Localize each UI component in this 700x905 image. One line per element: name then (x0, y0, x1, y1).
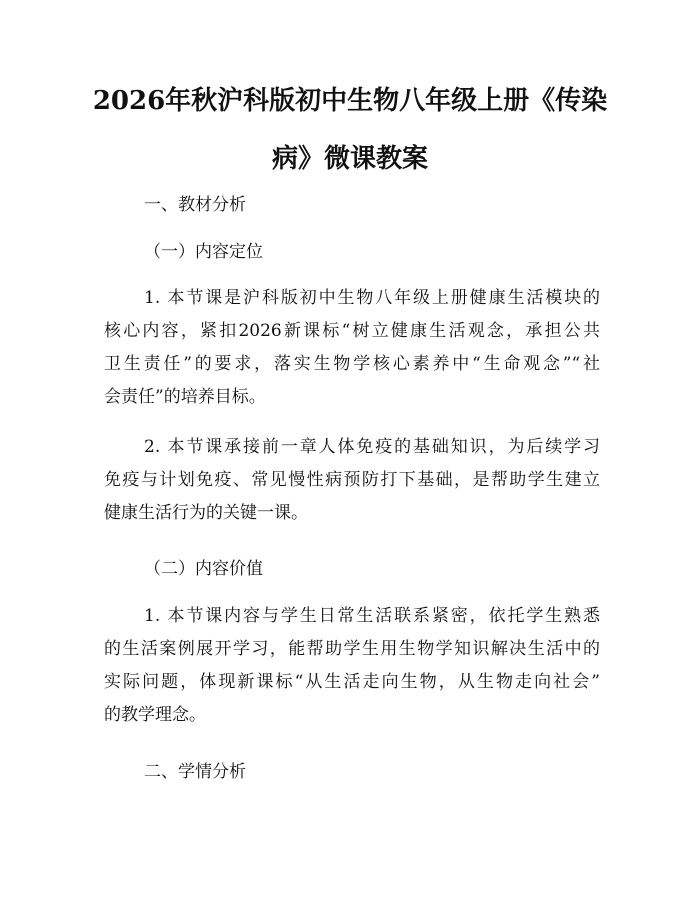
section-heading-textbook-analysis: 一、教材分析 (144, 195, 246, 215)
section-heading-learner-analysis: 二、学情分析 (144, 762, 246, 782)
paragraph-line: 的生活案例展开学习，能帮助学生用生物学知识解决生活中的 (104, 639, 600, 659)
paragraph-line: 免疫与计划免疫、常见慢性病预防打下基础，是帮助学生建立 (104, 470, 600, 490)
paragraph-line: 2. 本节课承接前一章人体免疫的基础知识，为后续学习 (144, 437, 600, 457)
paragraph-line: 会责任”的培养目标。 (104, 387, 266, 407)
subsection-heading-content-positioning: （一）内容定位 (144, 242, 263, 262)
title-line-2: 病》微课教案 (271, 144, 428, 174)
document-title (90, 72, 610, 188)
paragraph-line: 的教学理念。 (104, 705, 206, 725)
subsection-heading-content-value: （二）内容价值 (144, 559, 263, 579)
paragraph-line: 实际问题，体现新课标“从生活走向生物，从生物走向社会” (104, 672, 600, 692)
paragraph-line: 卫生责任”的要求，落实生物学核心素养中“生命观念”“社 (104, 354, 600, 374)
title-line-1: 2026年秋沪科版初中生物八年级上册《传染 (92, 86, 608, 116)
paragraph-line: 健康生活行为的关键一课。 (104, 503, 308, 523)
paragraph-line: 核心内容，紧扣2026新课标“树立健康生活观念，承担公共 (104, 321, 600, 341)
paragraph-line: 1. 本节课内容与学生日常生活联系紧密，依托学生熟悉 (144, 606, 600, 626)
paragraph-line: 1. 本节课是沪科版初中生物八年级上册健康生活模块的 (144, 288, 600, 308)
